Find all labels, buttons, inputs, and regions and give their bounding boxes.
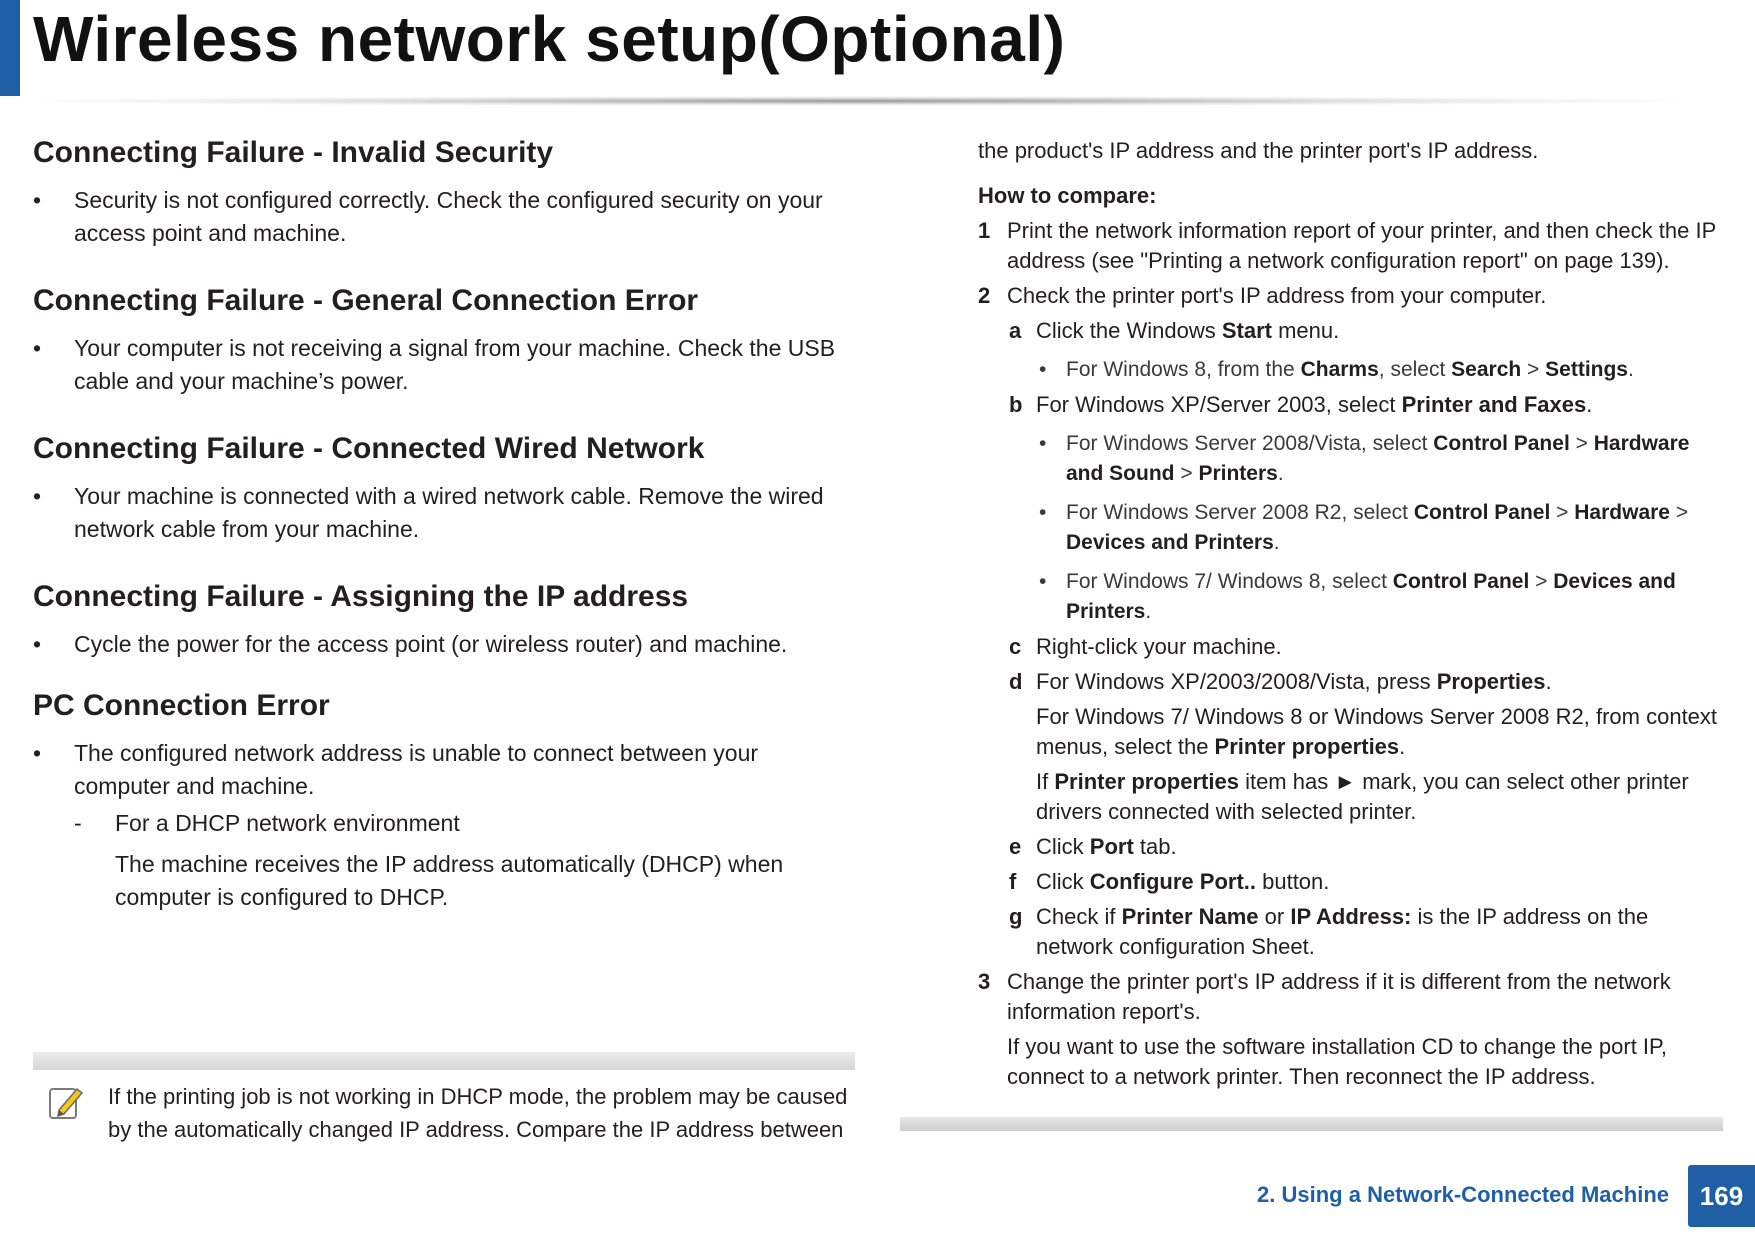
bold-term: Devices and Printers xyxy=(1066,570,1676,623)
bold-term: Settings xyxy=(1545,358,1628,381)
bold-term: Printer properties xyxy=(1054,769,1239,794)
bold-term: Devices and Printers xyxy=(1066,531,1274,554)
dash-text: For a DHCP network environment xyxy=(115,810,460,836)
substep-c xyxy=(978,632,1723,662)
substep-b xyxy=(978,390,1723,420)
right-column xyxy=(978,136,1723,1092)
section-invalid-security xyxy=(33,136,853,250)
bold-term: Properties xyxy=(1436,669,1546,694)
section-wired-network xyxy=(33,432,853,546)
bullet-text: The configured network address is unable to connect between your computer and machine. xyxy=(74,740,759,799)
bullet-item xyxy=(33,332,853,398)
note-text: If the printing job is not working in DHCP mode, the problem may be caused by the automatically changed IP address. Compare the IP address between xyxy=(108,1084,848,1142)
section-pc-connection-error xyxy=(33,689,853,914)
sub-bullet xyxy=(978,355,1723,385)
section-heading: Connecting Failure - General Connection Error xyxy=(33,284,699,317)
step-number: 2 xyxy=(978,283,991,308)
section-heading: Connecting Failure - Invalid Security xyxy=(33,136,554,169)
bold-term: Configure Port.. xyxy=(1089,869,1256,894)
text: . xyxy=(1627,358,1634,381)
bullet-dot-icon: • xyxy=(1039,358,1047,381)
bold-term: Port xyxy=(1089,834,1134,859)
step-2 xyxy=(978,281,1723,311)
note-pencil-icon xyxy=(47,1083,85,1121)
right-column-bottom-bar xyxy=(900,1117,1723,1131)
step-text: Change the printer port's IP address if it is different from the network information report's. xyxy=(1007,969,1671,1024)
text: . xyxy=(1277,462,1284,485)
step-3 xyxy=(978,967,1723,1027)
text: . xyxy=(1545,669,1552,694)
text: , select xyxy=(1378,358,1452,381)
section-heading: PC Connection Error xyxy=(33,689,330,722)
bold-term: Printer properties xyxy=(1214,734,1400,759)
substep-letter: d xyxy=(1009,669,1023,694)
text: > xyxy=(1521,358,1546,381)
substep-letter: c xyxy=(1009,634,1022,659)
sub-bullet xyxy=(978,567,1723,627)
continued-text: the product's IP address and the printer port's IP address. xyxy=(978,138,1539,163)
bullet-text: Your computer is not receiving a signal from your machine. Check the USB cable and your machine’s power. xyxy=(74,335,836,394)
text: For Windows Server 2008/Vista, select xyxy=(1066,432,1434,455)
text: > xyxy=(1529,570,1554,593)
bullet-dot-icon: • xyxy=(1039,432,1047,455)
page-number: 169 xyxy=(1688,1165,1755,1227)
bullet-text: Your machine is connected with a wired network cable. Remove the wired network cable from your machine. xyxy=(74,483,824,542)
step-text: Print the network information report of your printer, and then check the IP address (see "Printing a network configuration report" on page 139). xyxy=(1007,218,1716,273)
note-box xyxy=(33,1052,855,1146)
footer-chapter: 2. Using a Network-Connected Machine xyxy=(1257,1182,1669,1207)
text: is the IP address on the network configuration Sheet. xyxy=(1036,904,1649,959)
text: Click xyxy=(1036,869,1090,894)
substep-letter: f xyxy=(1009,869,1017,894)
text: For Windows 7/ Windows 8 or Windows Server 2008 R2, from context menus, select the xyxy=(1036,704,1718,759)
substep-g xyxy=(978,902,1723,962)
text: or xyxy=(1258,904,1291,929)
step-number: 1 xyxy=(978,218,991,243)
substep-f xyxy=(978,867,1723,897)
bold-term: Control Panel xyxy=(1392,570,1530,593)
dash-item xyxy=(33,807,853,840)
text: For Windows 7/ Windows 8, select xyxy=(1066,570,1393,593)
text: Click the Windows xyxy=(1036,318,1222,343)
how-to-compare-heading: How to compare: xyxy=(978,183,1157,208)
bold-term: Hardware and Sound xyxy=(1066,432,1690,485)
text: item has ► mark, you can select other printer drivers connected with selected printer. xyxy=(1036,769,1689,824)
sub-bullet xyxy=(978,429,1723,489)
bullet-dot-icon: • xyxy=(33,483,42,509)
step-number: 3 xyxy=(978,969,991,994)
note-top-bar xyxy=(33,1052,855,1070)
substep-e xyxy=(978,832,1723,862)
text: . xyxy=(1586,392,1593,417)
section-heading: Connecting Failure - Assigning the IP address xyxy=(33,580,689,613)
dash-marker: - xyxy=(74,810,82,836)
text: Click xyxy=(1036,834,1090,859)
step-text: Check the printer port's IP address from your computer. xyxy=(1007,283,1547,308)
bullet-item xyxy=(33,737,853,803)
text: Check if xyxy=(1036,904,1122,929)
bullet-dot-icon: • xyxy=(33,631,42,657)
bullet-text: Security is not configured correctly. Check the configured security on your access point and machine. xyxy=(74,187,823,246)
bold-term: Printer and Faxes xyxy=(1401,392,1587,417)
section-heading: Connecting Failure - Connected Wired Network xyxy=(33,432,705,465)
text: tab. xyxy=(1133,834,1177,859)
step-1 xyxy=(978,216,1723,276)
bold-term: Printer Name xyxy=(1121,904,1259,929)
bold-term: Printers xyxy=(1198,462,1278,485)
section-general-error xyxy=(33,284,853,398)
title-accent-bar xyxy=(0,0,20,96)
bullet-item xyxy=(33,628,853,661)
text: . xyxy=(1145,600,1152,623)
bullet-item xyxy=(33,480,853,546)
text: > xyxy=(1569,432,1594,455)
text: . xyxy=(1273,531,1280,554)
substep-paragraph xyxy=(978,767,1723,827)
substep-letter: g xyxy=(1009,904,1023,929)
substep-letter: b xyxy=(1009,392,1023,417)
bold-term: Control Panel xyxy=(1413,501,1551,524)
substep-letter: e xyxy=(1009,834,1022,859)
bullet-dot-icon: • xyxy=(1039,501,1047,524)
left-column xyxy=(33,136,853,948)
note-body xyxy=(33,1080,855,1146)
text: > xyxy=(1550,501,1575,524)
bullet-dot-icon: • xyxy=(33,187,42,213)
bold-term: Start xyxy=(1221,318,1272,343)
title-divider xyxy=(33,96,1683,106)
text: button. xyxy=(1256,869,1330,894)
text: > xyxy=(1669,501,1689,524)
text: menu. xyxy=(1271,318,1340,343)
text: For Windows XP/2003/2008/Vista, press xyxy=(1036,669,1437,694)
bullet-dot-icon: • xyxy=(1039,570,1047,593)
text: Right-click your machine. xyxy=(1036,634,1282,659)
page-title: Wireless network setup(Optional) xyxy=(33,3,1066,75)
bold-term: IP Address: xyxy=(1290,904,1412,929)
sub-bullet xyxy=(978,498,1723,558)
bold-term: Hardware xyxy=(1574,501,1670,524)
substep-d xyxy=(978,667,1723,697)
text: For Windows 8, from the xyxy=(1066,358,1301,381)
text: If xyxy=(1036,769,1055,794)
text: . xyxy=(1399,734,1406,759)
bold-term: Charms xyxy=(1300,358,1379,381)
text: For Windows XP/Server 2003, select xyxy=(1036,392,1402,417)
bullet-dot-icon: • xyxy=(33,740,42,766)
substep-paragraph xyxy=(978,702,1723,762)
bullet-text: Cycle the power for the access point (or wireless router) and machine. xyxy=(74,631,788,657)
text: > xyxy=(1174,462,1199,485)
dhcp-paragraph: The machine receives the IP address automatically (DHCP) when computer is configured to DHCP. xyxy=(115,851,784,910)
substep-letter: a xyxy=(1009,318,1022,343)
section-assigning-ip xyxy=(33,580,853,661)
bullet-dot-icon: • xyxy=(33,335,42,361)
step-paragraph: If you want to use the software installation CD to change the port IP, connect to a network printer. Then reconnect the IP address. xyxy=(1007,1034,1667,1089)
bold-term: Control Panel xyxy=(1433,432,1570,455)
bullet-item xyxy=(33,184,853,250)
text: For Windows Server 2008 R2, select xyxy=(1066,501,1414,524)
substep-a xyxy=(978,316,1723,346)
bold-term: Search xyxy=(1451,358,1522,381)
